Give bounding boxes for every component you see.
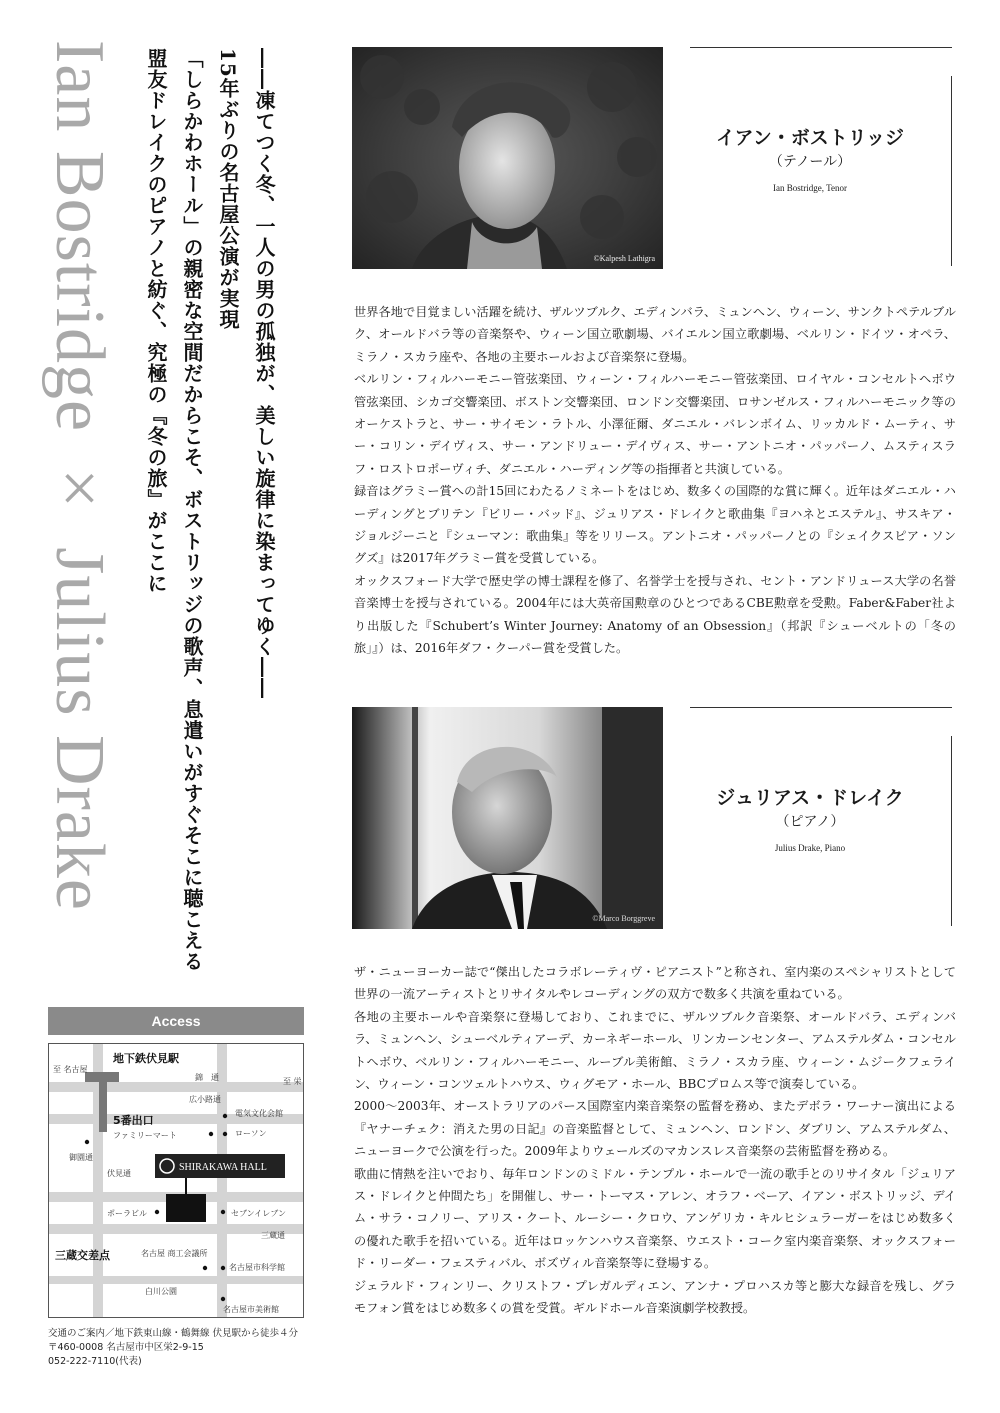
map-label-misono-dori: 御園通 [69,1153,93,1162]
divider-line [951,736,952,926]
bio-paragraph: 世界各地で目覚ましい活躍を続け、ザルツブルク、エディンバラ、ミュンヘン、ウィーン、サンクトペテルブルク、オールドバラ等の音楽祭や、ウィーン国立歌劇場、バイエルン国立歌劇場、ベルリン・ドイツ・オペラ、ミラノ・スカラ座や、各地の主要ホールおよび音楽祭に登場。 [354,305,956,364]
map-label-seven-eleven: セブンイレブン [231,1209,286,1218]
bostridge-bio [354,301,956,660]
bio-paragraph: ジェラルド・フィンリー、クリストフ・プレガルディエン、アンナ・プロハスカ等と膨大な録音を残し、グラモフォン賞をはじめ数多くの賞を受賞。ギルドホール音楽演劇学校教授。 [354,1278,956,1316]
drake-namebox [690,707,952,929]
map-label-nishiki-dori: 錦 通 [195,1073,219,1082]
photo-credit: ©Kalpesh Lathigra [593,254,655,263]
map-label-subway-station: 地下鉄伏見駅 [113,1052,179,1065]
artist-name-en: Julius Drake, Piano [774,843,846,853]
access-header: Access [48,1007,304,1035]
access-map [48,1043,304,1318]
map-label-science-museum: 名古屋市科学館 [229,1263,285,1272]
map-label-lawson: ローソン [235,1129,267,1138]
bio-paragraph: 録音はグラミー賞への計15回にわたるノミネートをはじめ、数多くの国際的な賞に輝く。近年はダニエル・ハーディングとブリテン『ビリー・バッド』、ジュリアス・ドレイクと歌曲集『ヨハネとエステル』、サスキア・ジョルジーニと『シューマン：歌曲集』等をリリース。アントニオ・パッパーノとの『シェイクスピア・ソングズ』は2017年グラミー賞を受賞している。 [354,484,956,566]
artist-name-en: Ian Bostridge, Tenor [773,183,847,193]
map-label-to-nagoya: 至 名古屋 [53,1065,88,1074]
bio-paragraph: 2000〜2003年、オーストラリアのパース国際室内楽音楽祭の監督を務め、またデボラ・ワーナー演出による『ヤナーチェク：消えた男の日記』の音楽監督として、ミュンヘン、ロンドン、ダブリン、アムステルダム、ニューヨークで公演を行った。2009年よりウェールズのマカンスレス音楽祭の芸術監督を務める。 [354,1099,956,1159]
map-label-mitsukura-dori: 三蔵通 [261,1231,285,1240]
access-phone: 052-222-7110(代表) [48,1356,142,1367]
map-label-denki-bunka: 電気文化会館 [235,1109,283,1118]
bio-paragraph: ザ・ニューヨーカー誌で“傑出したコラボレーティヴ・ピアニスト”と称され、室内楽のスペシャリストとして世界の一流アーティストとリサイタルやレコーディングの双方で数多く共演を重ねている。 [354,965,956,1002]
vertical-title: Ian Bostridge × Julius Drake [41,40,118,911]
copy-line-4: 盟友ドレイクのピアノと紡ぐ、究極の『冬の旅』がここに [144,48,168,594]
bio-paragraph: 歌曲に情熱を注いでおり、毎年ロンドンのミドル・テンプル・ホールで一流の歌手とのリサイタル「ジュリアス・ドレイクと仲間たち」を開催し、サー・トーマス・アレン、オラフ・ベーア、イアン・ボストリッジ、デイム・サラ・コノリー、アリス・クート、ルーシー・クロウ、アンゲリカ・キルヒシュラーガーをはじめ数多くの優れた歌手を招いている。近年はロッケンハウス音楽祭、ウエスト・コーク室内楽音楽祭、オックスフォード・リーダー・フェスティバル、ボズヴィル音楽祭等に登場する。 [354,1166,956,1271]
artist-name-ja: ジュリアス・ドレイク [716,787,904,809]
map-label-porabiru: ポーラビル [107,1209,147,1218]
copy-line-3: 「しらかわホール」の親密な空間だからこそ、ボストリッジの歌声、息遣いがすぐそこに聴こえる [180,48,204,972]
artist-role-ja: （ピアノ） [775,814,845,830]
bostridge-photo [352,47,663,269]
divider-line [951,76,952,266]
access-address: 〒460-0008 名古屋市中区栄2-9-15 [48,1342,204,1353]
map-label-familymart: ファミリーマート [113,1131,177,1140]
bio-paragraph: 各地の主要ホールや音楽祭に登場しており、これまでに、ザルツブルク音楽祭、オールドバラ、エディンバラ、ミュンヘン、シューベルティアーデ、カーネギーホール、リンカーンセンター、アムステルダム・コンセルトヘボウ、ベルリン・フィルハーモニー、ルーブル美術館、ミラノ・スカラ座、ウィーン・ムジークフェライン、ウィーン・コンツェルトハウス、ウィグモア・ホール、BBCプロムス等で演奏している。 [354,1009,956,1092]
access-transport: 交通のご案内／地下鉄東山線・鶴舞線 伏見駅から徒歩４分 [48,1328,299,1339]
photo-credit: ©Marco Borggreve [592,914,655,923]
map-label-exit: 5番出口 [113,1114,154,1127]
map-label-art-museum: 名古屋市美術館 [223,1305,279,1314]
map-label-fushimi-dori: 伏見通 [107,1169,131,1178]
bio-paragraph: ベルリン・フィルハーモニー管弦楽団、ウィーン・フィルハーモニー管弦楽団、ロイヤル・コンセルトヘボウ管弦楽団、シカゴ交響楽団、ボストン交響楽団、ロンドン交響楽団、ロサンゼルス・フィルハーモニック等のオーケストラと、サー・サイモン・ラトル、小澤征爾、ダニエル・バレンボイム、リッカルド・ムーティ、サー・コリン・デイヴィス、サー・アンドリュー・デイヴィス、サー・アントニオ・パッパーノ、ムスティスラフ・ロストロポーヴィチ、ダニエル・ハーディング等の指揮者と共演している。 [354,372,956,476]
map-label-hirokoji-dori: 広小路通 [189,1095,221,1104]
map-label-hall-name: SHIRAKAWA HALL [179,1162,267,1173]
copy-line-1: ――凍てつく冬、一人の男の孤独が、美しい旋律に染まってゆく―― [252,48,276,699]
bio-paragraph: オックスフォード大学で歴史学の博士課程を修了、名誉学士を授与され、セント・アンドリュース大学の名誉音楽博士を授与されている。2004年には大英帝国勲章のひとつであるCBE勲章を受勲。Faber&Faber社より出版した『Schubert’s Winter Journey: Anatomy of an Obsession』（邦訳『シューベルトの「冬の旅」』）は、2016年ダフ・クーパー賞を受賞した。 [354,573,956,656]
artist-role-ja: （テノール） [768,154,852,170]
map-label-mitsukura-crossing: 三蔵交差点 [55,1249,110,1262]
map-label-to-sakae: 至 栄 [283,1077,302,1086]
drake-bio [354,961,956,1320]
bostridge-namebox [690,47,952,269]
map-label-shirakawa-park: 白川公園 [145,1287,177,1296]
map-label-chamber: 名古屋 商工会議所 [141,1249,208,1258]
drake-photo [352,707,663,929]
artist-name-ja: イアン・ボストリッジ [716,127,904,149]
access-info [48,1327,318,1369]
copy-line-2: 15年ぶりの名古屋公演が実現 [216,48,240,330]
